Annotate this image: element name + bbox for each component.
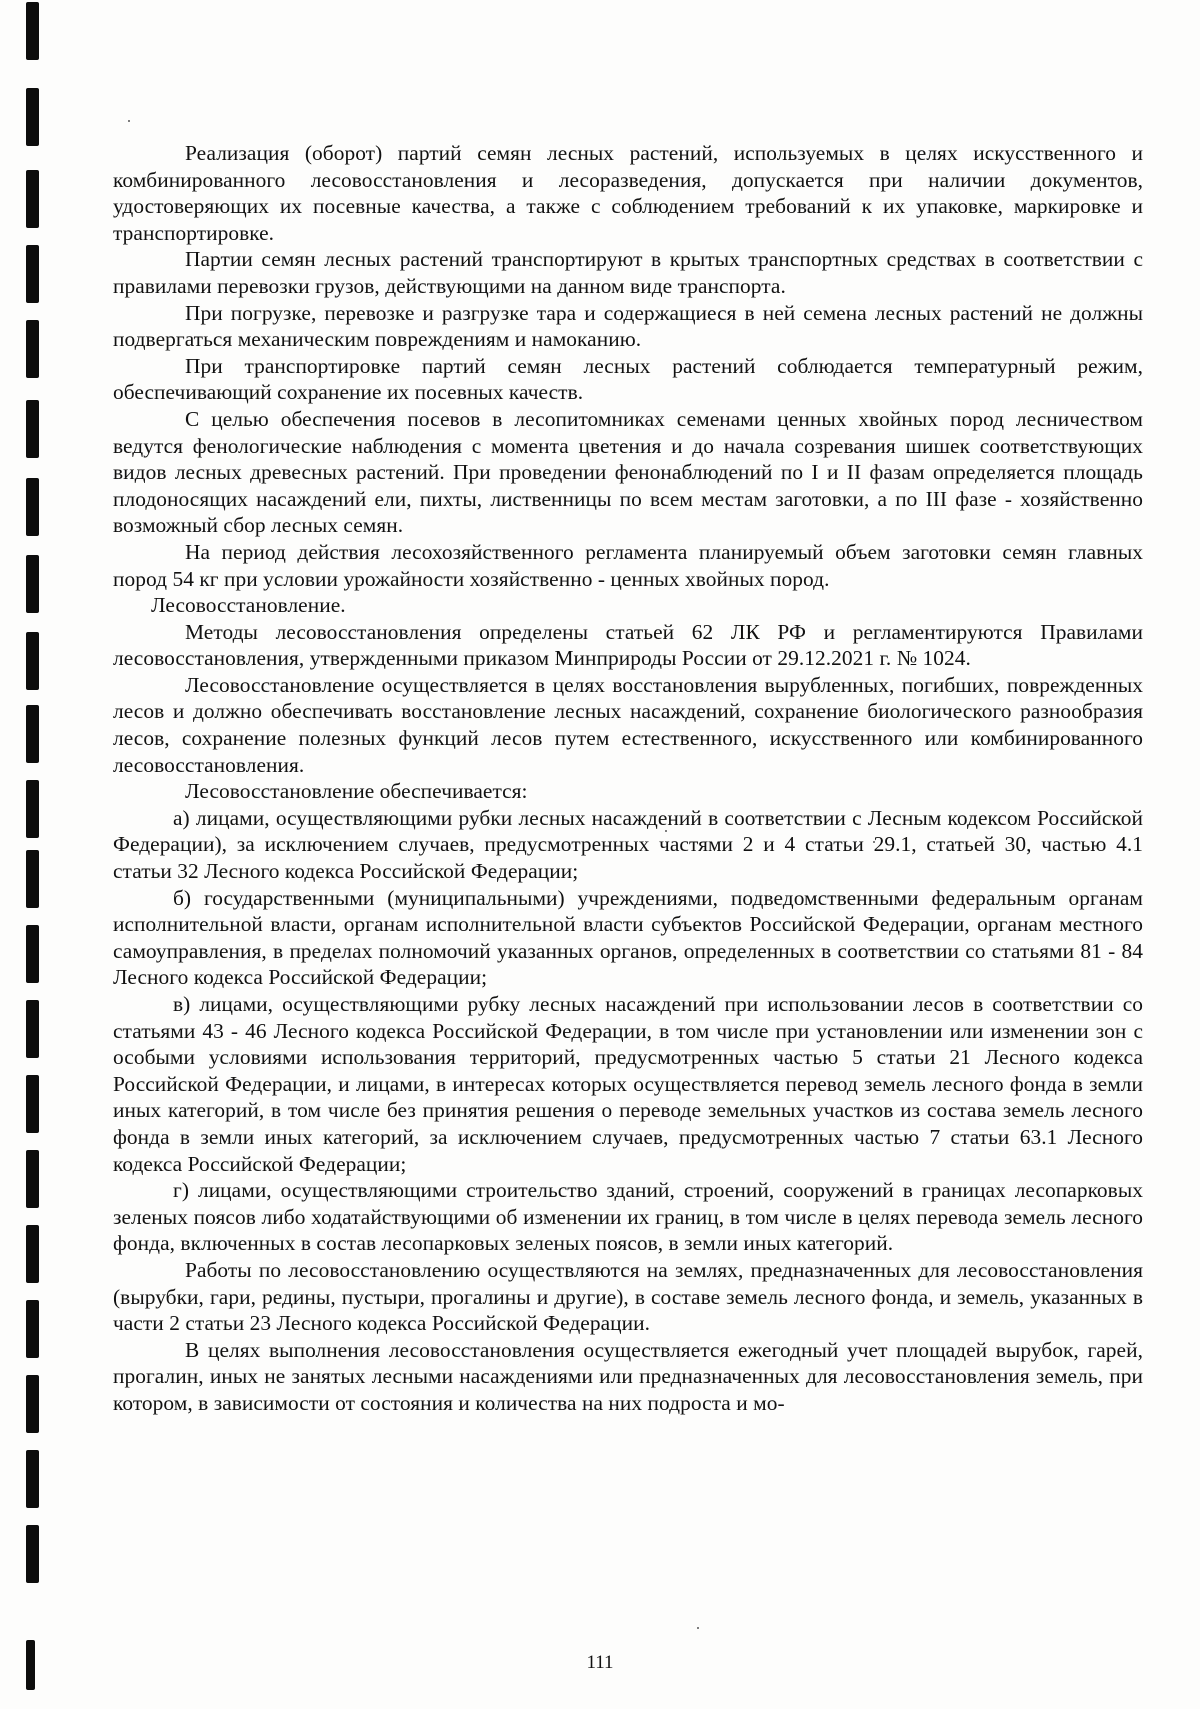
binding-hole bbox=[26, 245, 39, 303]
paragraph-seed-transport: Партии семян лесных растений транспортируют в крытых транспортных средствах в соответствии с правилами перевозки грузов, действующими на данном виде транспорта. bbox=[113, 247, 1143, 298]
section-heading-reforestation: Лесовосстановление. bbox=[151, 593, 346, 618]
binding-hole bbox=[26, 705, 39, 763]
list-item-a: а) лицами, осуществляющими рубки лесных насаждений в соответствии с Лесным кодексом Российской Федерации), за исключением случаев, предусмотренных частями 2 и 4 статьи 29.1, статьей 30, частью 4.1 статьи 32 Лесного кодекса Российской Федерации; bbox=[113, 805, 1143, 884]
binding-hole bbox=[26, 925, 39, 983]
list-item-b: б) государственными (муниципальными) учреждениями, подведомственными федеральным органам исполнительной власти, органам исполнительной власти субъектов Российской Федерации, органам местного самоуправления, в пределах полномочий указанных органов, определенных в соответствии со статьями 81 - 84 Лесного кодекса Российской Федерации; bbox=[113, 885, 1143, 990]
scan-speck bbox=[697, 1627, 699, 1629]
binding-hole bbox=[26, 850, 39, 908]
paragraph-annual-accounting: В целях выполнения лесовосстановления осуществляется ежегодный учет площадей вырубок, гарей, прогалин, иных не занятых лесными насаждениями или предназначенных для лесовосстановления земель, при котором, в зависимости от состояния и количества на них подроста и мо- bbox=[113, 1337, 1143, 1415]
binding-strip bbox=[20, 0, 48, 1709]
paragraph-seed-sale: Реализация (оборот) партий семян лесных растений, используемых в целях искусственного и комбинированного лесовосстановления и лесоразведения, допускается при наличии документов, удостоверяющих их посевные качества, а также с соблюдением требований к их упаковке, маркировке и транспортировке. bbox=[113, 141, 1143, 245]
paragraph-seed-loading: При погрузке, перевозке и разгрузке тара и содержащиеся в ней семена лесных растений не должны подвергаться механическим повреждениям и намоканию. bbox=[113, 300, 1143, 352]
binding-hole bbox=[26, 1150, 39, 1208]
binding-hole bbox=[26, 400, 39, 458]
binding-hole bbox=[26, 1000, 39, 1058]
list-item-g: г) лицами, осуществляющими строительство зданий, строений, сооружений в границах лесопарковых зеленых поясов либо ходатайствующими об изменении их границ, в том числе в целях перевода земель лесного фонда, включенных в состав лесопарковых зеленых поясов, в земли иных категорий. bbox=[113, 1178, 1143, 1256]
binding-hole bbox=[26, 1225, 39, 1283]
binding-hole bbox=[26, 1525, 39, 1583]
paragraph-reforestation-provided: Лесовосстановление обеспечивается: bbox=[185, 779, 528, 804]
binding-hole bbox=[26, 555, 39, 613]
paragraph-reforestation-methods: Методы лесовосстановления определены статьей 62 ЛК РФ и регламентируются Правилами лесовосстановления, утвержденными приказом Минприроды России от 29.12.2021 г. № 1024. bbox=[113, 619, 1143, 671]
page-number: 111 bbox=[586, 1652, 614, 1673]
binding-hole bbox=[26, 170, 39, 228]
binding-hole bbox=[26, 780, 39, 838]
binding-hole bbox=[26, 2, 39, 60]
paragraph-seed-volume: На период действия лесохозяйственного регламента планируемый объем заготовки семян главных пород 54 кг при условии урожайности хозяйственно - ценных хвойных пород. bbox=[113, 539, 1143, 591]
binding-hole bbox=[26, 1450, 39, 1508]
binding-hole bbox=[26, 1075, 39, 1133]
document-body bbox=[113, 140, 1143, 1417]
paragraph-reforestation-lands: Работы по лесовосстановлению осуществляются на землях, предназначенных для лесовосстановления (вырубки, гари, редины, пустыри, прогалины и другие), в составе земель лесного фонда, и земель, указанных в части 2 статьи 23 Лесного кодекса Российской Федерации. bbox=[113, 1257, 1143, 1336]
binding-hole bbox=[26, 320, 39, 378]
binding-hole bbox=[26, 88, 39, 146]
scan-speck bbox=[128, 120, 130, 122]
binding-hole bbox=[26, 478, 39, 536]
paragraph-seed-temperature: При транспортировке партий семян лесных растений соблюдается температурный режим, обеспечивающий сохранение их посевных качеств. bbox=[113, 353, 1143, 405]
list-item-v: в) лицами, осуществляющими рубку лесных насаждений при использовании лесов в соответствии со статьями 43 - 46 Лесного кодекса Российской Федерации, в том числе при установлении или изменении зон с особыми условиями использования территорий, предусмотренных частью 5 статьи 21 Лесного кодекса Российской Федерации, и лицами, в интересах которых осуществляется перевод земель лесного фонда в земли иных категорий, в том числе без принятия решения о переводе земельных участков из состава земель лесного фонда в земли иных категорий, за исключением случаев, предусмотренных частью 7 статьи 63.1 Лесного кодекса Российской Федерации; bbox=[113, 992, 1143, 1176]
binding-hole bbox=[26, 1300, 39, 1358]
paragraph-phenology: С целью обеспечения посевов в лесопитомниках семенами ценных хвойных пород лесничеством ведутся фенологические наблюдения с момента цветения и до начала созревания шишек соответствующих видов лесных древесных растений. При проведении фенонаблюдений по I и II фазам определяется площадь плодоносящих насаждений ели, пихты, лиственницы по всем местам заготовки, а по III фазе - хозяйственно возможный сбор лесных семян. bbox=[113, 406, 1143, 538]
binding-hole bbox=[26, 632, 39, 690]
binding-hole bbox=[26, 1375, 39, 1433]
paragraph-reforestation-purpose: Лесовосстановление осуществляется в целях восстановления вырубленных, погибших, поврежденных лесов и должно обеспечивать восстановление лесных насаждений, сохранение биологического разнообразия лесов, сохранение полезных функций лесов путем естественного, искусственного или комбинированного лесовосстановления. bbox=[113, 672, 1143, 777]
